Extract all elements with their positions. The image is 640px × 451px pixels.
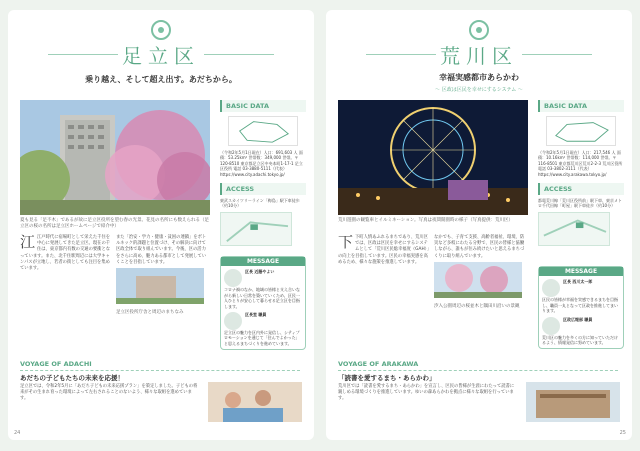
children-photo: [208, 382, 302, 422]
ferris-wheel-photo: [338, 100, 528, 215]
photo-caption: 荒川遊園の観覧車とイルミネーション。写真は夜間開園時の様子（写真提供：荒川区）: [338, 218, 513, 223]
message2-name: 区長室 職員: [245, 312, 267, 318]
article-col1: [338, 235, 430, 266]
avatar: [542, 317, 560, 335]
message-text: 区民の皆様が幸福を実感できるまちを目指し、職員一丸となって区政を推進してまいります。: [542, 297, 618, 314]
ward-map-icon: [546, 116, 616, 146]
message-heading: MESSAGE: [539, 267, 623, 276]
voyage-title: 「読書を愛するまち・あらかわ」: [338, 374, 436, 382]
city-office-photo: [116, 268, 204, 304]
basic-data-heading: BASIC DATA: [220, 100, 306, 112]
photo-caption: 夏も見る「足不木」であるが故に足立区役所を望む春の光景。花見の名所にも数えられる（足立区の桜の名所は足立区ホームページで紹介中）: [20, 218, 209, 229]
ward-map-icon: [228, 116, 298, 146]
ward-title: 足立区: [122, 44, 200, 68]
message2-name: 区政広報部 職員: [563, 316, 593, 322]
message-name: 区長 西川太一郎: [563, 279, 593, 285]
article-col2: [116, 235, 208, 316]
riverside-photo: [434, 262, 522, 298]
access-map: [538, 212, 610, 246]
voyage-text: 足立区では、令和2年5月に「あだち子どもの未来応援プラン」を策定しました。子どもの将来がその生まれ育った環境によって左右されることのないよう、様々な取組を進めています。: [20, 384, 198, 402]
access-text: 東武スカイツリーライン「梅島」駅下車徒歩（約10分）: [220, 198, 300, 209]
tag-subtitle: ～ 区政は区民を幸せにするシステム ～: [435, 87, 523, 93]
message2-text: 荒川区の魅力を多くの方に知っていただけるよう、情報発信に努めています。: [542, 334, 618, 346]
message-heading: MESSAGE: [221, 257, 305, 266]
body-text-1: 江江戸時代に宿場町として栄えた千住を中心に発展してきた足立区。現在の千住は、東京都内有数の交通の要衝となっています。また、北千住駅周辺には大学キャンパスが立地し、若者の街としても注目を集めています。: [20, 233, 111, 272]
adachi-page: [8, 10, 314, 440]
voyage-heading: VOYAGE OF ARAKAWA: [338, 360, 618, 371]
article-col1: [20, 235, 112, 272]
page-number: 24: [14, 430, 21, 436]
access-heading: ACCESS: [538, 183, 624, 195]
avatar: [542, 279, 560, 297]
message-text: コロナ禍のなか、地域の皆様と支え合いながら新しい日常を築いていくため、区民一人ひとりが安心して暮らせる足立区を目指します。: [224, 287, 300, 309]
adachi-emblem-icon: [151, 20, 171, 40]
basic-data-heading: BASIC DATA: [538, 100, 624, 112]
body-text-1: 下下町人情あふれるまちであり、荒川区では、区政は区民を幸せにするシステムとして「荒川区民総幸福度（GAH）」の向上を目指しています。区民の幸福実感を高めるため、様々な施策を推進しています。: [338, 233, 429, 265]
access-heading: ACCESS: [220, 183, 306, 195]
voyage-title: あだちの子どもたちの未来を応援！: [20, 374, 124, 382]
message2-text: 足立区の魅力を区内外に発信し、シティプロモーションを通じて「住んでよかった」と思えるまちづくりを進めています。: [224, 330, 300, 346]
ward-title: 荒川区: [440, 44, 518, 68]
basic-data-text: （令和2年5月1日現在）人口：691,603 人 面積：53.25km² 世帯数：349,000 世帯。〒120-8510 東京都足立区中央本町1-17-1 足立区役所 電話 03-3880-5111（代表）https://www.city.adachi.tokyo.jp/: [220, 150, 303, 177]
access-map: [220, 212, 292, 246]
access-text: 都電荒川線「荒川区役所前」駅下車、東京メトロ千代田線「町屋」駅下車徒歩（約10分）: [538, 198, 622, 209]
voyage-heading: VOYAGE OF ADACHI: [20, 360, 300, 371]
article-col2: [434, 235, 526, 310]
arakawa-emblem-icon: [469, 20, 489, 40]
library-photo: [526, 382, 620, 422]
avatar: [224, 312, 242, 330]
tagline: 幸福実感都市あらかわ: [439, 73, 519, 82]
body-text-2: また「治安・学力・健康・貧困の連鎖」をボトルネック的課題と位置づけ、その解決に向けて区政全体で取り組んでいます。今後、区の活力をさらに高め、魅力ある都市として発展していくことを目指しています。: [116, 235, 207, 265]
body-text-2: なかでも、子育て支援、高齢者福祉、環境、防災など多岐にわたる分野で、区民の皆様と協働しながら、誰もが住み続けたいと思えるまちづくりに取り組んでいます。: [434, 235, 525, 259]
arakawa-page: [326, 10, 632, 440]
avatar: [224, 269, 242, 287]
cherry-blossom-photo: [20, 100, 210, 215]
basic-data-text: （令和2年5月1日現在）人口：217,546 人 面積：10.16km² 世帯数：114,000 世帯。〒116-8501 東京都荒川区荒川2-2-3 荒川区役所 電話 03-3802-3111（代表）https://www.city.arakawa.tokyo.jp/: [538, 150, 623, 177]
tagline: 乗り越え、そして超え出す。あだちから。: [85, 75, 237, 84]
page-number: 25: [619, 430, 626, 436]
message-name: 区長 近藤やよい: [245, 269, 275, 275]
photo2-caption: 足立区役所庁舎と周辺のまちなみ: [116, 310, 184, 316]
voyage-text: 荒川区では「読書を愛するまち・あらかわ」を宣言し、区民の皆様が生涯にわたって読書に親しめる環境づくりを推進しています。ゆいの森あらかわを拠点に様々な取組を行っています。: [338, 384, 515, 402]
photo2-caption: 汐入公園周辺の桜並木と隅田川沿いの景観: [434, 303, 520, 309]
